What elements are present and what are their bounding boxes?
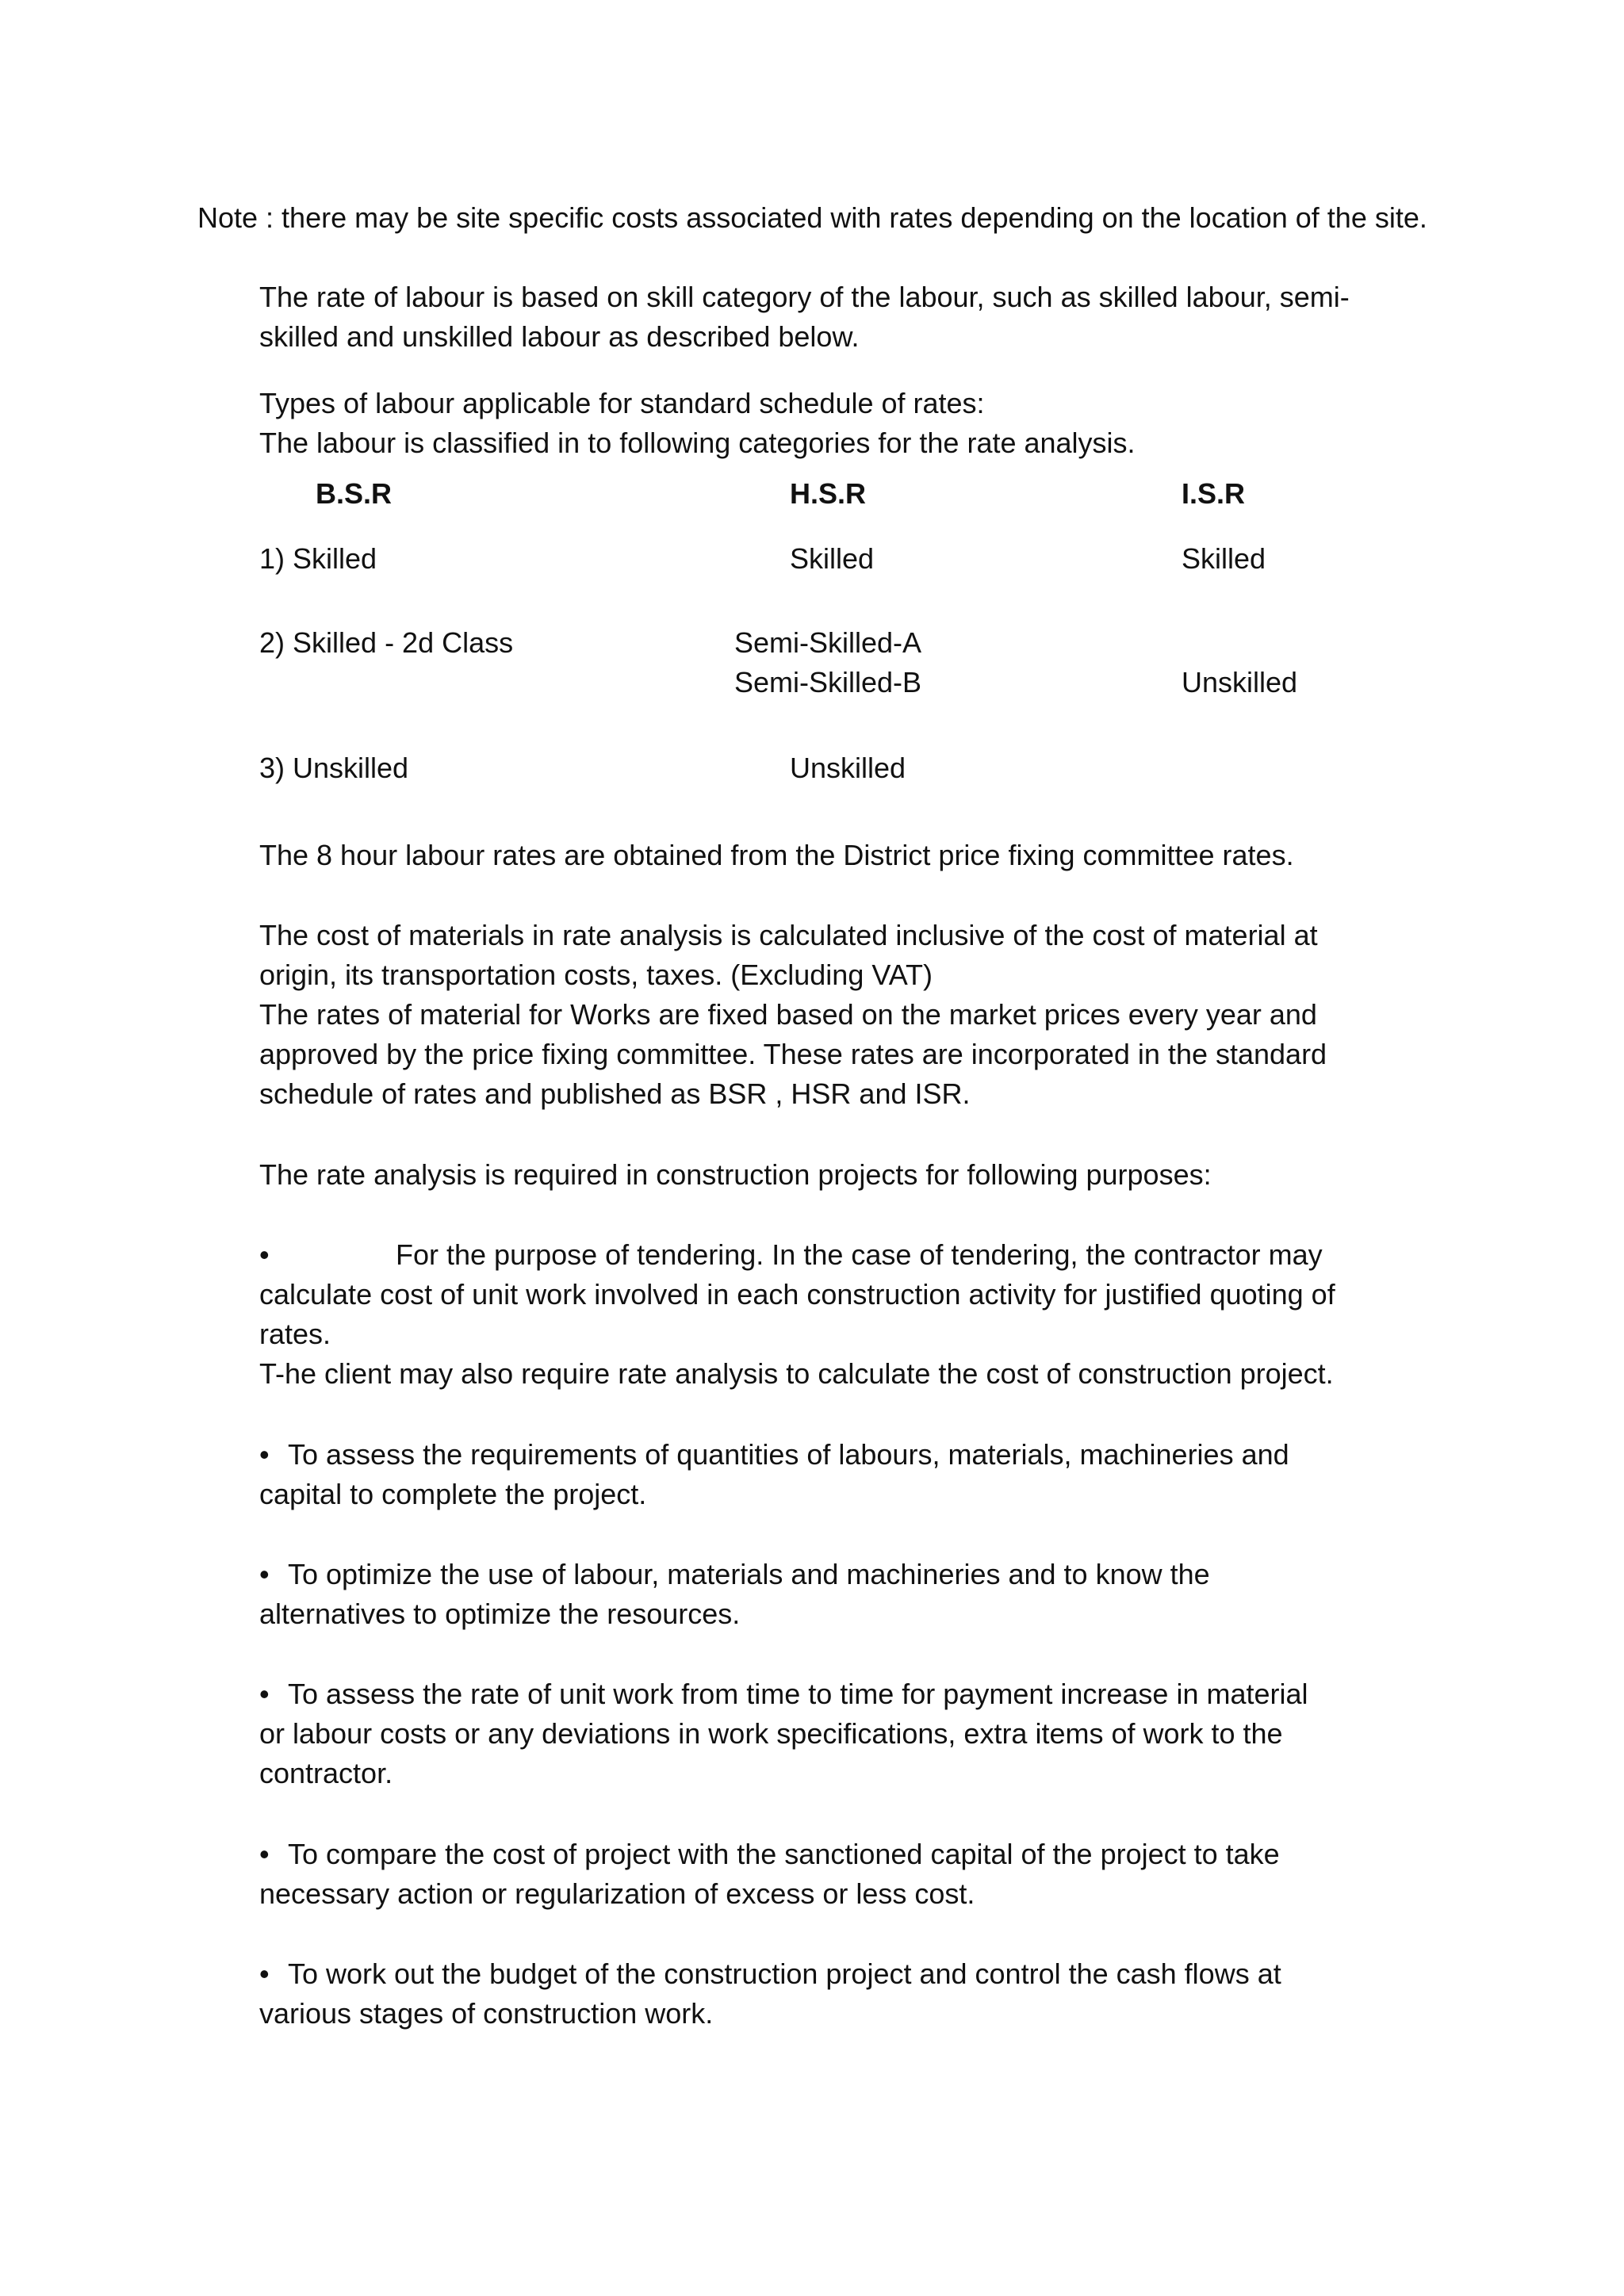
bullet-icon: • [259, 1558, 270, 1590]
table-cell-hsr: Semi-Skilled-A [734, 626, 922, 659]
table-cell-bsr: 3) Unskilled [259, 752, 409, 784]
table-cell-hsr: Semi-Skilled-B [734, 666, 922, 698]
bullet-item [259, 1674, 1449, 1793]
bullet-text: contractor. [259, 1757, 393, 1789]
bullet-text: To assess the requirements of quantities of labours, materials, machineries and [288, 1438, 1289, 1471]
table-cell-bsr: 1) Skilled [259, 542, 377, 575]
bullet-icon: • [259, 1838, 270, 1870]
bullet-item [259, 1954, 1449, 2034]
materials-line: approved by the price fixing committee. These rates are incorporated in the standard [259, 1038, 1327, 1070]
table-cell-isr: Skilled [1182, 542, 1266, 575]
bullet-text: To optimize the use of labour, materials and machineries and to know the [288, 1558, 1210, 1590]
bullet-text: To assess the rate of unit work from time to time for payment increase in material [288, 1678, 1308, 1710]
bullet-icon: • [259, 1438, 270, 1471]
bullet-text: rates. [259, 1318, 331, 1350]
intro-paragraph [259, 277, 1449, 357]
labour-types-paragraph [259, 384, 1449, 463]
bullet-text: or labour costs or any deviations in work specifications, extra items of work to the [259, 1717, 1283, 1750]
materials-line: The rates of material for Works are fixed based on the market prices every year and [259, 998, 1317, 1031]
materials-paragraph [259, 916, 1449, 1114]
note-paragraph: Note : there may be site specific costs associated with rates depending on the location of the site. [197, 201, 1427, 234]
table-cell-bsr: 2) Skilled - 2d Class [259, 626, 514, 659]
bullet-item [259, 1555, 1449, 1634]
bullet-text: alternatives to optimize the resources. [259, 1598, 741, 1630]
bullet-text: calculate cost of unit work involved in each construction activity for justified quoting of [259, 1278, 1335, 1311]
bullet-text: To compare the cost of project with the sanctioned capital of the project to take [288, 1838, 1280, 1870]
table-cell-hsr: Unskilled [790, 752, 906, 784]
column-header-isr: I.S.R [1182, 477, 1246, 510]
table-cell-isr: Unskilled [1182, 666, 1298, 698]
bullet-item [259, 1835, 1449, 1914]
bullet-icon: • [259, 1957, 270, 1990]
bullet-text: T-he client may also require rate analysis to calculate the cost of construction project. [259, 1357, 1334, 1390]
intro-line: The rate of labour is based on skill category of the labour, such as skilled labour, semi- [259, 281, 1350, 313]
bullet-text: various stages of construction work. [259, 1997, 714, 2030]
materials-line: The cost of materials in rate analysis is calculated inclusive of the cost of material at [259, 919, 1318, 951]
bullet-text: necessary action or regularization of excess or less cost. [259, 1877, 975, 1910]
table-cell-hsr: Skilled [790, 542, 875, 575]
purposes-intro-paragraph [259, 1155, 1449, 1195]
materials-line: origin, its transportation costs, taxes. (Excluding VAT) [259, 959, 933, 991]
labour-rates-line: The 8 hour labour rates are obtained from the District price fixing committee rates. [259, 839, 1294, 871]
labour-rates-paragraph [259, 836, 1449, 875]
bullet-text: capital to complete the project. [259, 1478, 647, 1510]
bullet-icon: • [259, 1678, 270, 1710]
labour-types-line: Types of labour applicable for standard schedule of rates: [259, 387, 985, 419]
bullet-text: To work out the budget of the construction project and control the cash flows at [288, 1957, 1281, 1990]
column-header-bsr: B.S.R [316, 477, 393, 510]
column-header-hsr: H.S.R [790, 477, 867, 510]
labour-types-line: The labour is classified in to following categories for the rate analysis. [259, 427, 1136, 459]
purposes-intro-line: The rate analysis is required in construction projects for following purposes: [259, 1158, 1212, 1191]
materials-line: schedule of rates and published as BSR , HSR and ISR. [259, 1077, 971, 1110]
intro-line: skilled and unskilled labour as described below. [259, 320, 860, 353]
bullet-item [259, 1435, 1449, 1514]
bullet-icon: • [259, 1238, 270, 1271]
bullet-text: For the purpose of tendering. In the case of tendering, the contractor may [396, 1238, 1323, 1271]
bullet-item [259, 1235, 1449, 1394]
